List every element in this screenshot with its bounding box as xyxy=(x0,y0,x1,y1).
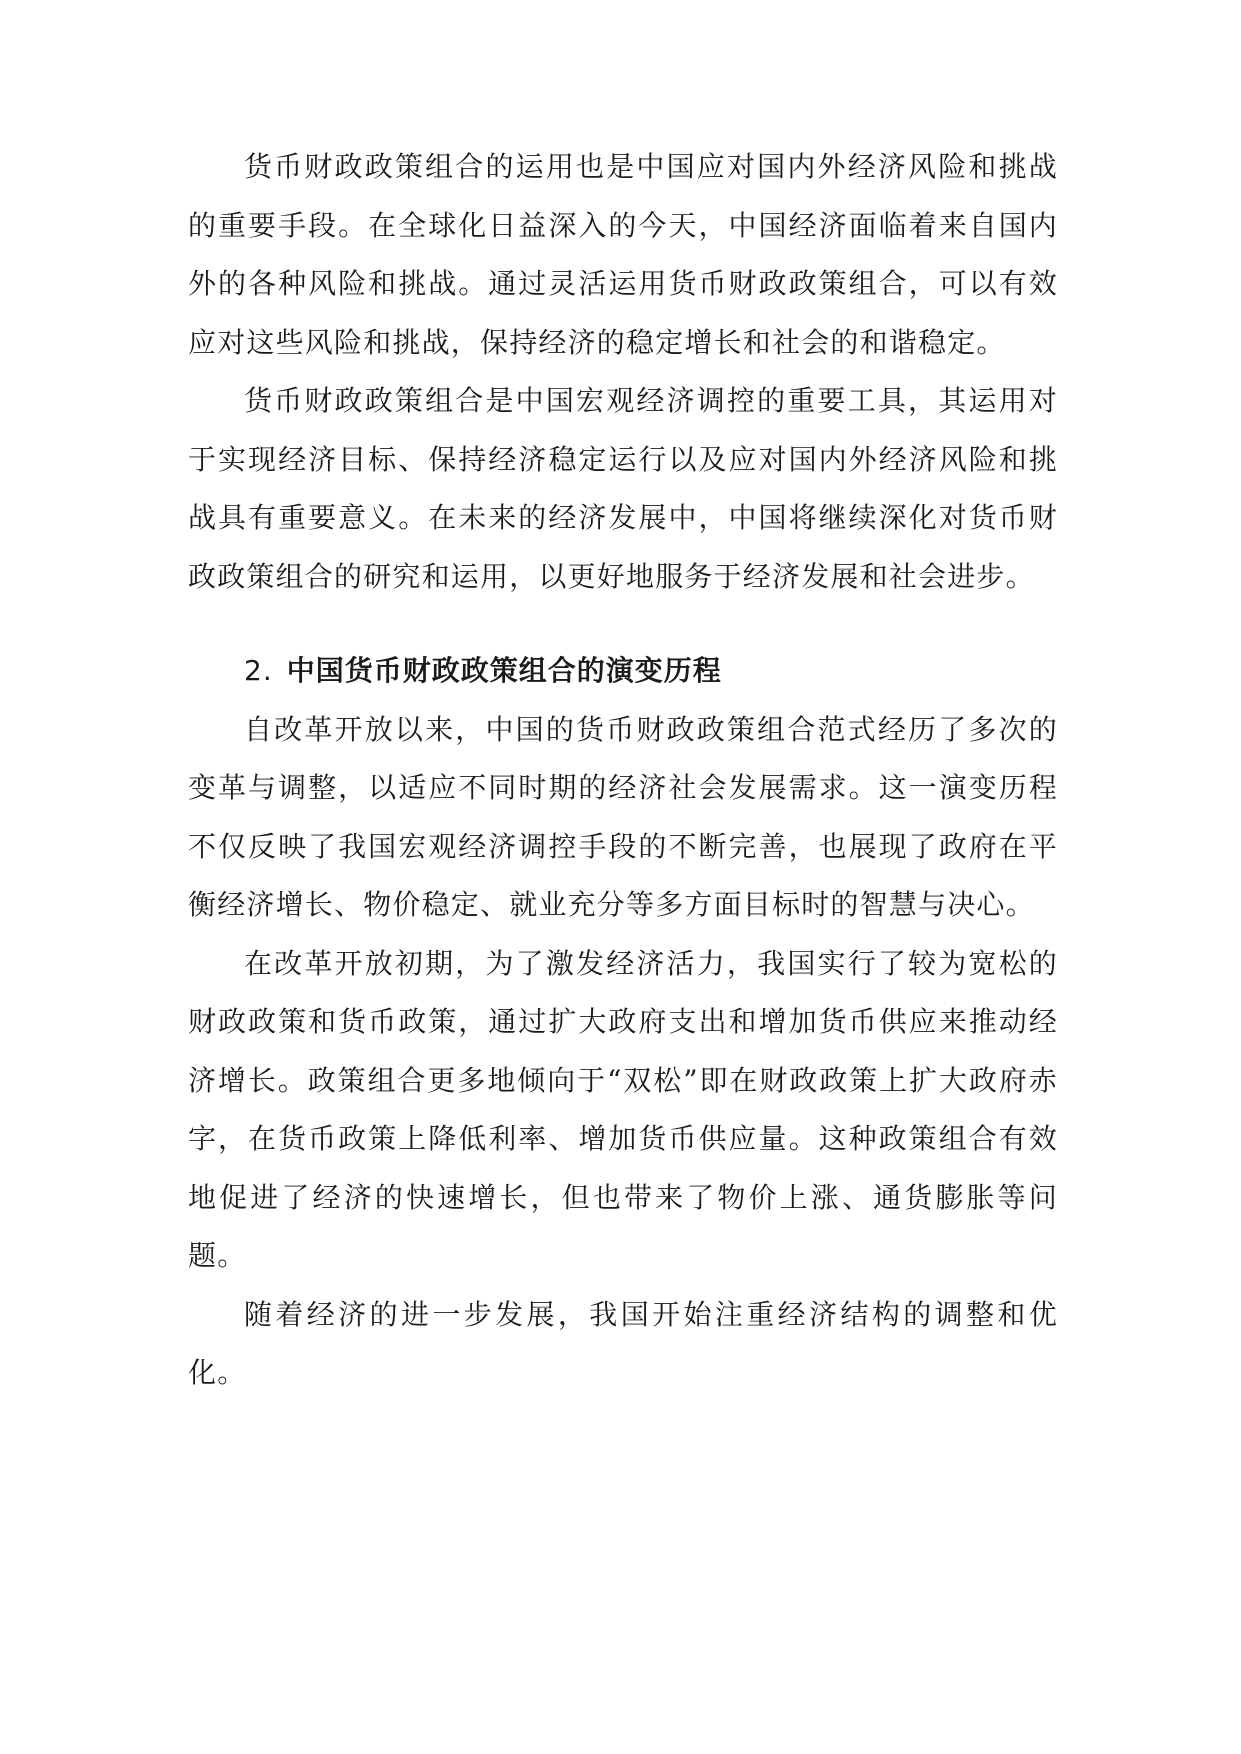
section-number: 2. xyxy=(244,654,273,687)
document-body xyxy=(188,138,1058,1403)
body-paragraph: 随着经济的进一步发展，我国开始注重经济结构的调整和优化。 xyxy=(188,1297,1058,1389)
section-title: 中国货币财政政策组合的演变历程 xyxy=(286,654,722,687)
body-paragraph: 自改革开放以来，中国的货币财政政策组合范式经历了多次的变革与调整，以适应不同时期的经济社会发展需求。这一演变历程不仅反映了我国宏观经济调控手段的不断完善，也展现了政府在平衡经济增长、物价稳定、就业充分等多方面目标时的智慧与决心。 xyxy=(188,712,1058,921)
section-heading xyxy=(188,642,1058,701)
body-paragraph: 在改革开放初期，为了激发经济活力，我国实行了较为宽松的财政政策和货币政策，通过扩大政府支出和增加货币供应来推动经济增长。政策组合更多地倾向于“双松”即在财政政策上扩大政府赤字，在货币政策上降低利率、增加货币供应量。这种政策组合有效地促进了经济的快速增长，但也带来了物价上涨、通货膨胀等问题。 xyxy=(188,946,1058,1272)
body-paragraph: 货币财政政策组合的运用也是中国应对国内外经济风险和挑战的重要手段。在全球化日益深入的今天，中国经济面临着来自国内外的各种风险和挑战。通过灵活运用货币财政政策组合，可以有效应对这些风险和挑战，保持经济的稳定增长和社会的和谐稳定。 xyxy=(188,150,1058,359)
body-paragraph: 货币财政政策组合是中国宏观经济调控的重要工具，其运用对于实现经济目标、保持经济稳定运行以及应对国内外经济风险和挑战具有重要意义。在未来的经济发展中，中国将继续深化对货币财政政策组合的研究和运用，以更好地服务于经济发展和社会进步。 xyxy=(188,384,1058,593)
